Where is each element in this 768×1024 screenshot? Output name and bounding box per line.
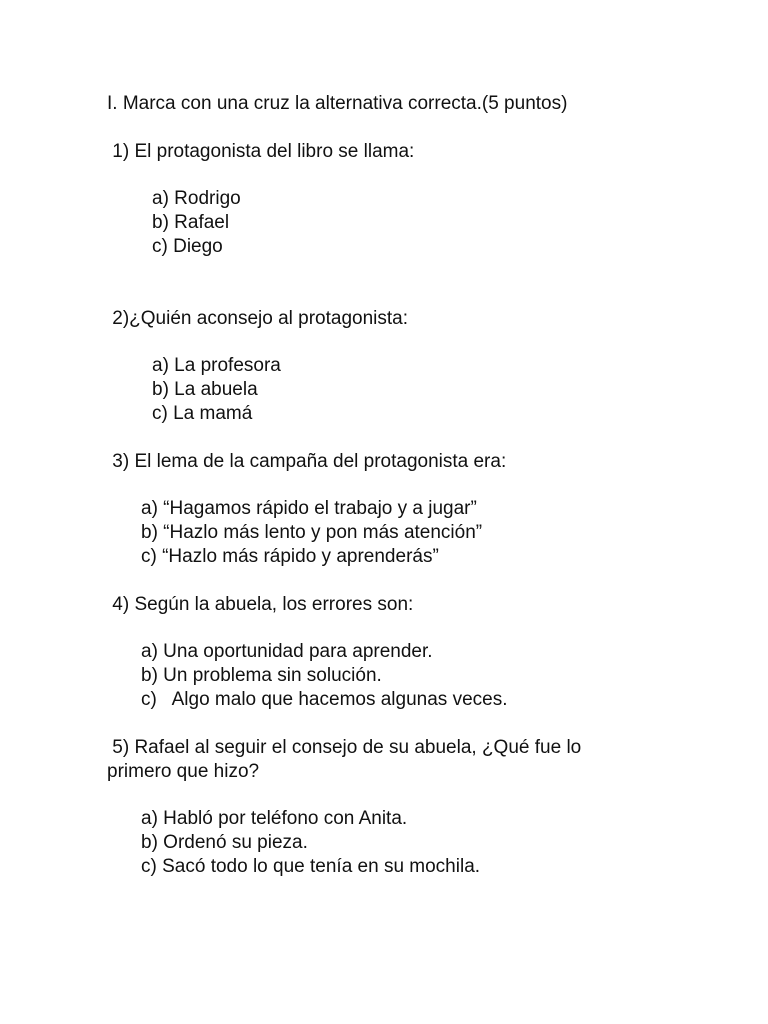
question-2-text: 2)¿Quién aconsejo al protagonista:	[107, 308, 409, 329]
question-3-text: 3) El lema de la campaña del protagonista era:	[107, 451, 507, 472]
question-5-text-line2: primero que hizo?	[107, 761, 260, 782]
question-5-option-b: b) Ordenó su pieza.	[141, 832, 308, 853]
question-5-text-line1: 5) Rafael al seguir el consejo de su abuela, ¿Qué fue lo	[107, 737, 582, 758]
question-1-option-b: b) Rafael	[152, 212, 230, 233]
question-1-text: 1) El protagonista del libro se llama:	[107, 141, 415, 162]
question-5-option-c: c) Sacó todo lo que tenía en su mochila.	[141, 856, 481, 877]
question-4-option-b: b) Un problema sin solución.	[141, 665, 382, 686]
question-5-option-a: a) Habló por teléfono con Anita.	[141, 808, 408, 829]
question-1-option-c: c) Diego	[152, 236, 223, 257]
question-1-option-a: a) Rodrigo	[152, 188, 241, 209]
question-4-option-a: a) Una oportunidad para aprender.	[141, 641, 433, 662]
question-4-option-c: c) Algo malo que hacemos algunas veces.	[141, 689, 508, 710]
instruction-heading: I. Marca con una cruz la alternativa correcta.(5 puntos)	[107, 93, 568, 114]
question-2-option-b: b) La abuela	[152, 379, 258, 400]
question-2-option-c: c) La mamá	[152, 403, 253, 424]
question-3-option-a: a) “Hagamos rápido el trabajo y a jugar”	[141, 498, 477, 519]
question-3-option-c: c) “Hazlo más rápido y aprenderás”	[141, 546, 439, 567]
question-2-option-a: a) La profesora	[152, 355, 281, 376]
question-4-text: 4) Según la abuela, los errores son:	[107, 594, 414, 615]
question-3-option-b: b) “Hazlo más lento y pon más atención”	[141, 522, 483, 543]
